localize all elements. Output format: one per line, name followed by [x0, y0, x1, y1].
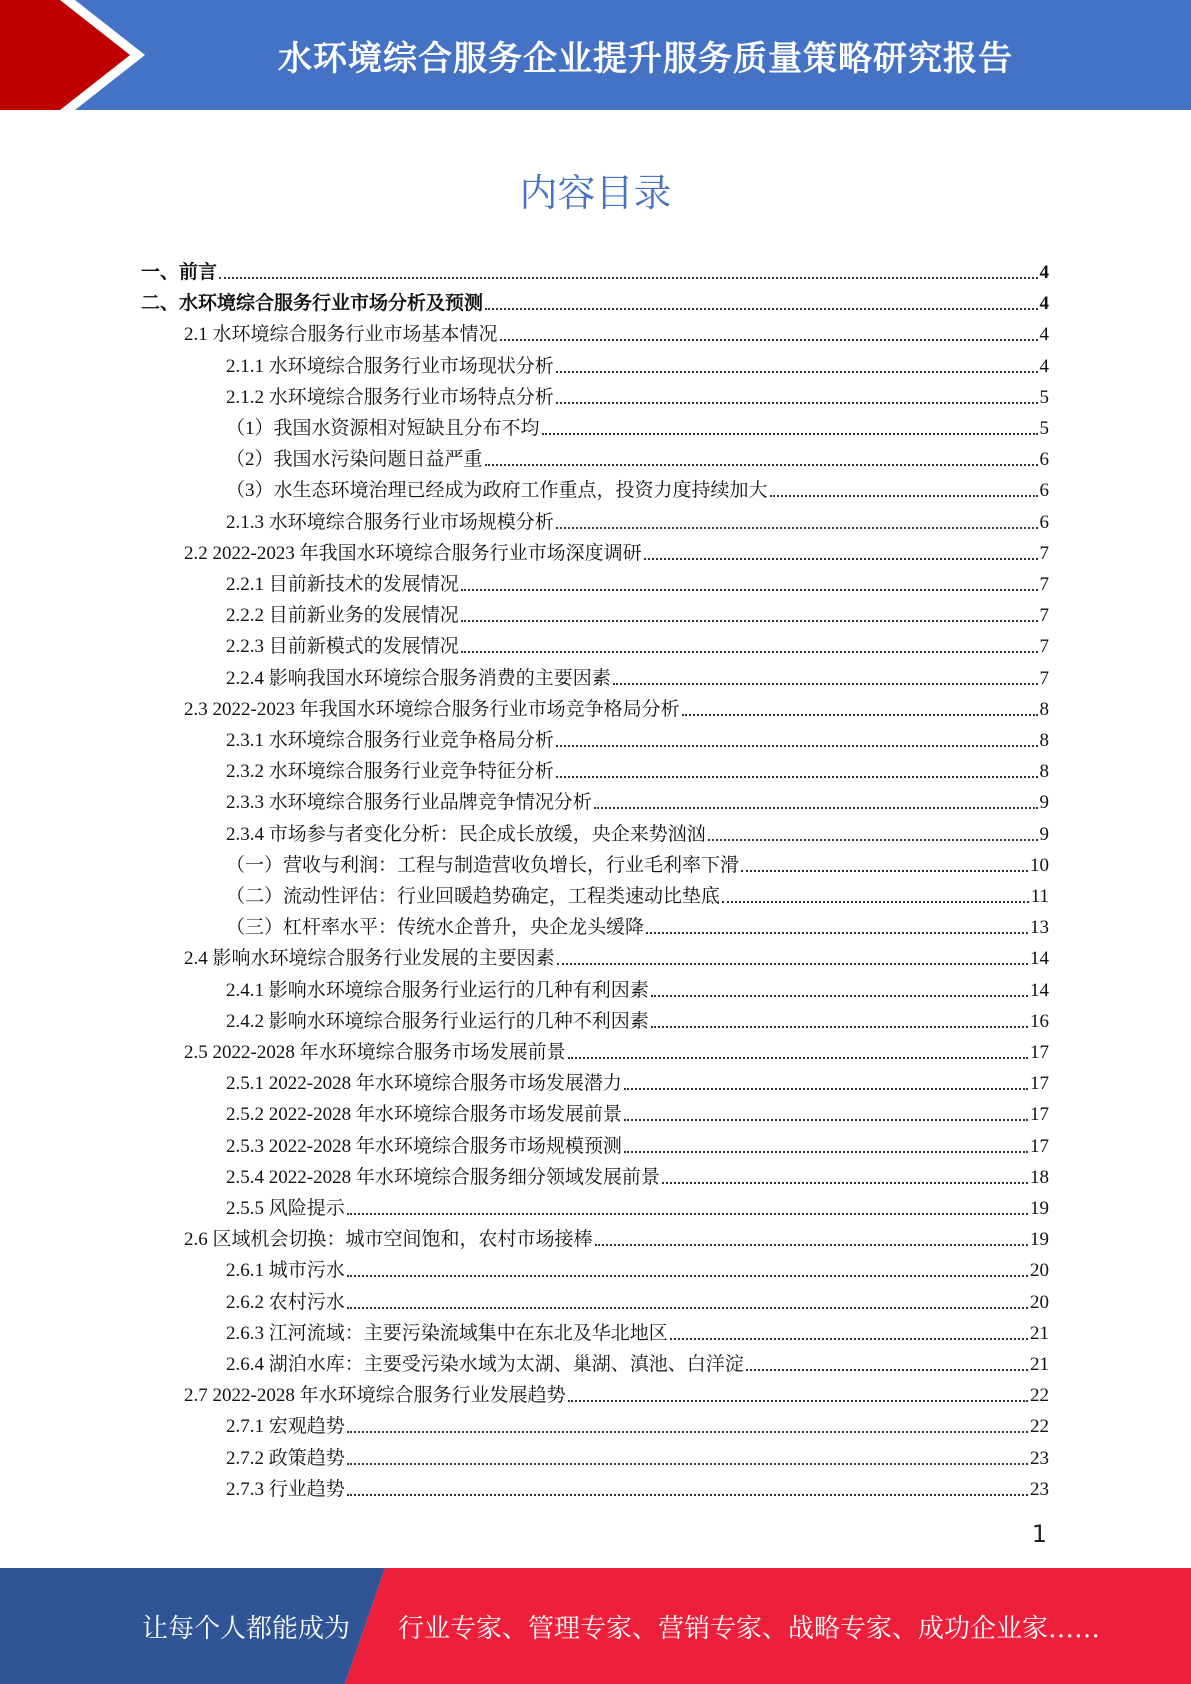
toc-entry-title: 2.4 影响水环境综合服务行业发展的主要因素	[184, 948, 555, 970]
toc-entry[interactable]	[141, 284, 1049, 315]
toc-dot-leader	[347, 1431, 1028, 1433]
toc-entry-title: 2.5 2022-2028 年水环境综合服务市场发展前景	[184, 1042, 566, 1063]
toc-entry-title: 2.1.2 水环境综合服务行业市场特点分析	[226, 386, 554, 408]
toc-heading: 内容目录	[519, 171, 672, 215]
toc-dot-leader	[347, 1463, 1028, 1465]
toc-entry[interactable]	[226, 627, 1049, 658]
toc-dot-leader	[595, 1244, 1028, 1246]
toc-entry-page: 23	[1030, 1447, 1049, 1469]
toc-entry-page: 7	[1039, 636, 1049, 658]
toc-entry-page: 18	[1030, 1166, 1049, 1188]
toc-entry[interactable]	[226, 877, 1049, 908]
toc-entry-page: 20	[1030, 1260, 1049, 1282]
toc-entry[interactable]	[184, 939, 1049, 970]
toc-entry[interactable]	[184, 534, 1049, 565]
toc-entry[interactable]	[226, 1470, 1049, 1501]
toc-entry-title: 2.6.4 湖泊水库：主要受污染水域为太湖、巢湖、滇池、白洋淀	[226, 1354, 744, 1375]
toc-dot-leader	[722, 901, 1029, 903]
toc-dot-leader	[624, 1088, 1028, 1090]
toc-dot-leader	[556, 402, 1038, 404]
toc-entry-page: 22	[1030, 1416, 1049, 1438]
toc-dot-leader	[568, 1400, 1028, 1402]
toc-entry-title: 2.2.1 目前新技术的发展情况	[226, 574, 459, 595]
toc-entry-title: （一）营收与利润：工程与制造营收负增长，行业毛利率下滑	[226, 854, 740, 876]
toc-entry-title: 一、前言	[141, 262, 218, 283]
toc-entry-title: （三）杠杆率水平：传统水企普升，央企龙头缓降	[226, 917, 645, 939]
toc-entry[interactable]	[226, 1064, 1049, 1095]
toc-entry[interactable]	[226, 378, 1049, 409]
toc-dot-leader	[624, 1151, 1028, 1153]
toc-entry-page: 10	[1030, 854, 1049, 876]
toc-dot-leader	[594, 807, 1038, 809]
toc-dot-leader	[347, 1307, 1028, 1309]
toc-entry[interactable]	[226, 752, 1049, 783]
toc-entry-title: 2.1.1 水环境综合服务行业市场现状分析	[226, 355, 554, 377]
toc-entry-page: 17	[1030, 1104, 1049, 1126]
toc-entry-title: 2.4.1 影响水环境综合服务行业运行的几种有利因素	[226, 979, 649, 1001]
toc-entry-page: 23	[1030, 1478, 1049, 1500]
toc-entry-title: 二、水环境综合服务行业市场分析及预测	[141, 293, 484, 315]
toc-entry[interactable]	[141, 253, 1049, 284]
toc-entry-page: 17	[1030, 1042, 1049, 1063]
toc-entry[interactable]	[226, 815, 1049, 846]
toc-dot-leader	[500, 339, 1038, 341]
toc-entry[interactable]	[226, 971, 1049, 1002]
toc-entry-title: 2.5.1 2022-2028 年水环境综合服务市场发展潜力	[226, 1073, 622, 1095]
footer-slogan-right: 行业专家、管理专家、营销专家、战略专家、成功企业家……	[398, 1613, 1101, 1644]
toc-entry-page: 7	[1039, 667, 1049, 689]
toc-entry-title: 2.7.1 宏观趋势	[226, 1416, 345, 1438]
toc-entry[interactable]	[226, 347, 1049, 378]
toc-entry[interactable]	[226, 1345, 1049, 1376]
toc-entry[interactable]	[226, 1283, 1049, 1314]
toc-entry[interactable]	[226, 1251, 1049, 1282]
toc-entry-page: 11	[1030, 886, 1049, 907]
toc-entry-title: 2.5.4 2022-2028 年水环境综合服务细分领域发展前景	[226, 1166, 660, 1188]
toc-entry[interactable]	[226, 565, 1049, 596]
toc-entry[interactable]	[226, 1189, 1049, 1220]
toc-dot-leader	[461, 589, 1038, 591]
toc-dot-leader	[568, 1057, 1028, 1059]
toc-entry-page: 6	[1039, 480, 1049, 502]
toc-entry-page: 4	[1039, 324, 1049, 346]
toc-entry-title: 2.1 水环境综合服务行业市场基本情况	[184, 324, 498, 346]
toc-entry-title: 2.7 2022-2028 年水环境综合服务行业发展趋势	[184, 1385, 566, 1407]
toc-entry-page: 6	[1039, 449, 1049, 471]
toc-entry-title: 2.5.3 2022-2028 年水环境综合服务市场规模预测	[226, 1135, 622, 1157]
toc-entry-title: 2.7.2 政策趋势	[226, 1447, 345, 1469]
toc-dot-leader	[485, 308, 1037, 310]
toc-entry-page: 7	[1039, 542, 1049, 564]
toc-entry[interactable]	[226, 721, 1049, 752]
toc-entry-title: 2.5.5 风险提示	[226, 1198, 345, 1219]
toc-dot-leader	[485, 464, 1038, 466]
toc-entry-page: 5	[1039, 418, 1049, 439]
toc-entry[interactable]	[226, 1127, 1049, 1158]
toc-entry-page: 17	[1030, 1135, 1049, 1157]
toc-entry-page: 8	[1039, 730, 1049, 751]
toc-dot-leader	[347, 1494, 1028, 1496]
toc-entry-page: 13	[1030, 917, 1049, 939]
toc-entry-page: 5	[1039, 386, 1049, 408]
toc-entry-page: 20	[1030, 1291, 1049, 1313]
toc-entry-page: 8	[1039, 698, 1049, 720]
toc-entry[interactable]	[226, 846, 1049, 877]
toc-entry-page: 14	[1030, 948, 1049, 970]
toc-dot-leader	[347, 1213, 1028, 1215]
toc-entry-title: 2.6.1 城市污水	[226, 1260, 345, 1282]
toc-entry-title: （3）水生态环境治理已经成为政府工作重点，投资力度持续加大	[226, 480, 768, 502]
page-header	[0, 0, 1191, 110]
toc-entry-title: 2.3.2 水环境综合服务行业竞争特征分析	[226, 761, 554, 783]
toc-entry-title: 2.2 2022-2023 年我国水环境综合服务行业市场深度调研	[184, 542, 642, 564]
toc-dot-leader	[644, 558, 1038, 560]
toc-entry-page: 4	[1039, 293, 1049, 315]
toc-entry-page: 9	[1039, 792, 1049, 814]
toc-entry-title: （二）流动性评估：行业回暖趋势确定，工程类速动比垫底	[226, 886, 721, 907]
toc-entry[interactable]	[184, 1033, 1049, 1064]
toc-entry-page: 21	[1030, 1354, 1049, 1375]
toc-dot-leader	[662, 1182, 1028, 1184]
toc-entry-page: 6	[1039, 511, 1049, 533]
toc-dot-leader	[557, 963, 1028, 965]
toc-entry-title: （2）我国水污染问题日益严重	[226, 449, 483, 471]
toc-entry[interactable]	[226, 1002, 1049, 1033]
toc-entry[interactable]	[226, 471, 1049, 502]
toc-dot-leader	[651, 1026, 1028, 1028]
toc-entry-page: 19	[1030, 1229, 1049, 1251]
toc-entry-title: 2.4.2 影响水环境综合服务行业运行的几种不利因素	[226, 1010, 649, 1032]
toc-entry[interactable]	[226, 440, 1049, 471]
toc-entry-title: 2.3 2022-2023 年我国水环境综合服务行业市场竞争格局分析	[184, 698, 680, 720]
toc-entry-title: 2.1.3 水环境综合服务行业市场规模分析	[226, 511, 554, 533]
footer-slogan-left: 让每个人都能成为	[142, 1613, 351, 1644]
toc-entry-title: 2.3.4 市场参与者变化分析：民企成长放缓，央企来势汹汹	[226, 823, 706, 845]
toc-entry-title: 2.6 区域机会切换：城市空间饱和，农村市场接棒	[184, 1229, 593, 1251]
toc-entry-title: 2.7.3 行业趋势	[226, 1478, 345, 1500]
toc-entry[interactable]	[226, 1095, 1049, 1126]
page-footer	[0, 1568, 1191, 1684]
toc-entry-page: 19	[1030, 1198, 1049, 1219]
toc-dot-leader	[670, 1338, 1028, 1340]
toc-dot-leader	[556, 776, 1038, 778]
toc-dot-leader	[461, 651, 1038, 653]
toc-entry-title: 2.2.4 影响我国水环境综合服务消费的主要因素	[226, 667, 611, 689]
toc-entry-title: 2.3.3 水环境综合服务行业品牌竞争情况分析	[226, 792, 592, 814]
toc-entry-page: 9	[1039, 823, 1049, 845]
toc-dot-leader	[556, 371, 1038, 373]
toc-entry-page: 16	[1030, 1010, 1049, 1032]
toc-entry-page: 22	[1030, 1385, 1049, 1407]
toc-entry-title: 2.3.1 水环境综合服务行业竞争格局分析	[226, 730, 554, 751]
toc-entry[interactable]	[226, 1314, 1049, 1345]
toc-entry[interactable]	[226, 596, 1049, 627]
toc-dot-leader	[556, 527, 1038, 529]
toc-dot-leader	[651, 995, 1028, 997]
toc-entry[interactable]	[226, 783, 1049, 814]
toc-entry-page: 14	[1030, 979, 1049, 1001]
toc-dot-leader	[682, 714, 1038, 716]
toc-dot-leader	[613, 683, 1038, 685]
toc-dot-leader	[646, 932, 1028, 934]
toc-entry[interactable]	[226, 1158, 1049, 1189]
toc-entry[interactable]	[226, 503, 1049, 534]
toc-entry[interactable]	[184, 1376, 1049, 1407]
toc-entry-page: 17	[1030, 1073, 1049, 1095]
toc-entry[interactable]	[184, 690, 1049, 721]
page-number: 1	[1031, 1520, 1047, 1548]
toc-dot-leader	[461, 620, 1038, 622]
report-title: 水环境综合服务企业提升服务质量策略研究报告	[278, 38, 1013, 79]
toc-dot-leader	[741, 870, 1028, 872]
toc-dot-leader	[708, 839, 1038, 841]
toc-entry-page: 7	[1039, 574, 1049, 595]
toc-entry-page: 4	[1039, 355, 1049, 377]
toc-dot-leader	[746, 1369, 1028, 1371]
toc-entry-title: 2.5.2 2022-2028 年水环境综合服务市场发展前景	[226, 1104, 622, 1126]
toc-dot-leader	[624, 1119, 1028, 1121]
toc-dot-leader	[347, 1275, 1028, 1277]
toc-entry[interactable]	[226, 409, 1049, 440]
toc-entry-page: 7	[1039, 605, 1049, 627]
toc-entry-title: 2.6.3 江河流域：主要污染流域集中在东北及华北地区	[226, 1322, 668, 1344]
toc-dot-leader	[556, 745, 1038, 747]
toc-entry[interactable]	[226, 1439, 1049, 1470]
toc-entry-title: 2.2.3 目前新模式的发展情况	[226, 636, 459, 658]
toc-entry-page: 4	[1039, 262, 1049, 283]
toc-entry[interactable]	[184, 315, 1049, 346]
toc-entry[interactable]	[226, 1407, 1049, 1438]
toc-entry-page: 21	[1030, 1322, 1049, 1344]
toc-dot-leader	[542, 433, 1038, 435]
toc-entry-title: （1）我国水资源相对短缺且分布不均	[226, 418, 540, 439]
toc-entry[interactable]	[184, 1220, 1049, 1251]
toc-dot-leader	[219, 277, 1037, 279]
toc-entry-title: 2.2.2 目前新业务的发展情况	[226, 605, 459, 627]
toc-entry-page: 8	[1039, 761, 1049, 783]
toc-entry[interactable]	[226, 659, 1049, 690]
toc-dot-leader	[770, 495, 1038, 497]
toc-entry[interactable]	[226, 908, 1049, 939]
toc-entry-title: 2.6.2 农村污水	[226, 1291, 345, 1313]
